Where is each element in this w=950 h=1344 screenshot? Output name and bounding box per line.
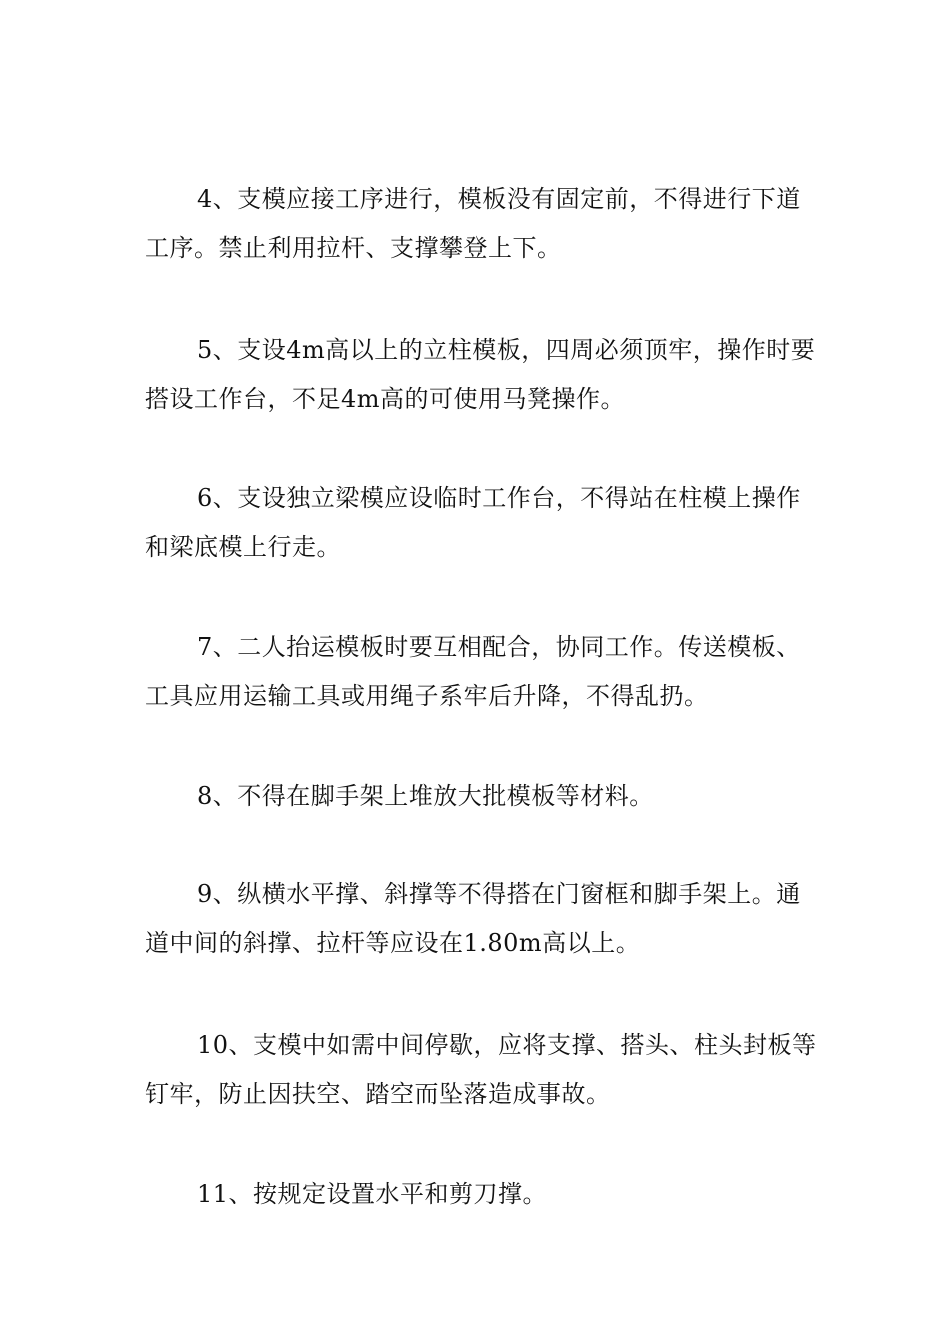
paragraph-item-5: 5、支设4m高以上的立柱模板，四周必须顶牢，操作时要搭设工作台，不足4m高的可使用马凳操作。: [145, 336, 816, 413]
paragraph-item-11: 11、按规定设置水平和剪刀撑。: [197, 1180, 548, 1208]
paragraph-item-8: 8、不得在脚手架上堆放大批模板等材料。: [197, 782, 654, 810]
paragraph-item-9: 9、纵横水平撑、斜撑等不得搭在门窗框和脚手架上。通道中间的斜撑、拉杆等应设在1.80m高以上。: [145, 880, 801, 957]
paragraph-item-7: 7、二人抬运模板时要互相配合，协同工作。传送模板、工具应用运输工具或用绳子系牢后升降，不得乱扔。: [145, 633, 801, 710]
paragraph-item-10: 10、支模中如需中间停歇，应将支撑、搭头、柱头封板等钉牢，防止因扶空、踏空而坠落造成事故。: [145, 1031, 817, 1108]
paragraph-item-4: 4、支模应接工序进行，模板没有固定前，不得进行下道工序。禁止利用拉杆、支撑攀登上下。: [145, 185, 801, 262]
paragraph-item-6: 6、支设独立梁模应设临时工作台，不得站在柱模上操作和梁底模上行走。: [145, 484, 801, 561]
